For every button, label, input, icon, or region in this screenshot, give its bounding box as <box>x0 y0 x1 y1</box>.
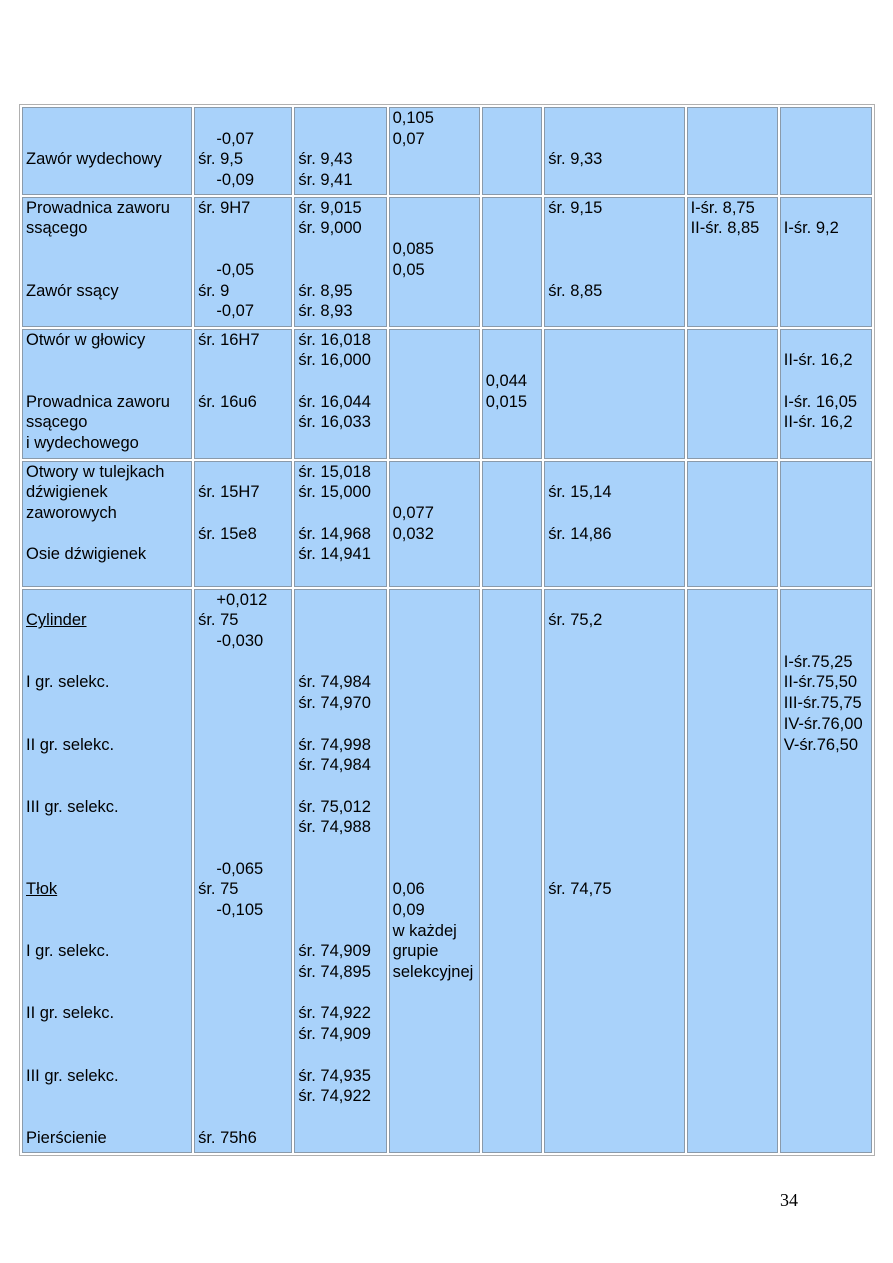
cell-line: śr. 75h6 <box>198 1128 257 1147</box>
cell-fit-clearance <box>389 461 480 587</box>
tolerance-table <box>19 104 875 1156</box>
cell-line: -0,105 <box>198 901 264 920</box>
cell-nominal-tolerance <box>194 329 292 459</box>
cell-line: śr. 74,895 <box>298 963 371 982</box>
cell-line: 0,044 <box>485 372 528 391</box>
cell-line: śr. 16,044 <box>298 392 371 411</box>
cell-repair-size-a <box>687 589 778 1153</box>
cell-line: śr. 15,000 <box>298 483 371 502</box>
cell-line: I-śr. 8,75 <box>690 198 755 217</box>
cell-line: -0,07 <box>198 302 255 321</box>
cell-dimension-limits <box>294 107 386 195</box>
cell-dimension-limits <box>294 197 386 327</box>
cell-fit-clearance <box>389 107 480 195</box>
cell-dimension-limits <box>294 461 386 587</box>
cell-line: śr. 75,012 <box>298 797 371 816</box>
cell-wear-limit <box>544 461 684 587</box>
cell-line: śr. 9,33 <box>548 150 603 169</box>
cell-line: II-śr. 8,85 <box>690 219 760 238</box>
cell-line: Tłok <box>26 880 58 899</box>
cell-line: śr. 74,984 <box>298 756 371 775</box>
cell-line: śr. 9 <box>198 281 230 300</box>
cell-line: 0,05 <box>392 260 425 279</box>
cell-line: śr. 16u6 <box>198 392 257 411</box>
cell-line: śr. 14,968 <box>298 524 371 543</box>
cell-line: śr. 15,14 <box>548 483 612 502</box>
cell-line: Osie dźwigienek <box>26 545 147 564</box>
cell-line: śr. 9H7 <box>198 198 251 217</box>
cell-line: I-śr. 16,05 <box>783 392 858 411</box>
cell-line: śr. 9,15 <box>548 198 603 217</box>
cell-repair-size-b <box>780 197 872 327</box>
cell-line: 0,032 <box>392 524 434 543</box>
page-number: 34 <box>780 1190 798 1210</box>
cell-line: śr. 75 <box>198 880 239 899</box>
cell-line: selekcyjnej <box>392 963 474 982</box>
cell-line: -0,030 <box>198 632 264 651</box>
cell-nominal-tolerance <box>194 461 292 587</box>
cell-wear-limit <box>544 329 684 459</box>
cell-line: 0,085 <box>392 240 434 259</box>
cell-line: śr. 74,970 <box>298 694 371 713</box>
cell-line: i wydechowego <box>26 434 139 453</box>
cell-repair-size-a <box>687 329 778 459</box>
cell-line: Otwory w tulejkach <box>26 462 165 481</box>
cell-line: śr. 75,2 <box>548 611 603 630</box>
cell-line: śr. 9,015 <box>298 198 362 217</box>
cell-nominal-tolerance <box>194 107 292 195</box>
cell-line: śr. 74,909 <box>298 942 371 961</box>
cell-line: śr. 75 <box>198 611 239 630</box>
cell-line: II gr. selekc. <box>26 1004 115 1023</box>
cell-line: śr. 74,922 <box>298 1087 371 1106</box>
cell-line: śr. 74,922 <box>298 1004 371 1023</box>
cell-line: śr. 74,988 <box>298 818 371 837</box>
cell-line: 0,105 <box>392 109 434 127</box>
cell-repair-size-b <box>780 107 872 195</box>
cell-line: II-śr. 16,2 <box>783 413 853 432</box>
cell-line: śr. 74,984 <box>298 673 371 692</box>
cell-line: śr. 16,033 <box>298 413 371 432</box>
cell-line: I-śr. 9,2 <box>783 219 839 238</box>
cell-line: śr. 14,941 <box>298 545 371 564</box>
cell-nominal-tolerance <box>194 197 292 327</box>
cell-line: Cylinder <box>26 611 87 630</box>
cell-line: Zawór wydechowy <box>26 150 162 169</box>
cell-line: III gr. selekc. <box>26 797 119 816</box>
cell-line: 0,06 <box>392 880 425 899</box>
cell-repair-size-a <box>687 107 778 195</box>
cell-line: 0,09 <box>392 901 425 920</box>
cell-line: I-śr.75,25 <box>783 652 853 671</box>
cell-line: Zawór ssący <box>26 281 119 300</box>
cell-line: śr. 15H7 <box>198 483 260 502</box>
cell-line: śr. 74,75 <box>548 880 612 899</box>
cell-line: +0,012 <box>198 590 268 609</box>
cell-wear-limit <box>544 197 684 327</box>
cell-line: Prowadnica zaworu <box>26 392 170 411</box>
cell-line: śr. 9,41 <box>298 171 353 190</box>
cell-fit-interference <box>482 197 542 327</box>
cell-part-name <box>22 107 192 195</box>
cell-part-name <box>22 329 192 459</box>
cell-line: 0,015 <box>485 392 528 411</box>
cell-line: -0,05 <box>198 260 255 279</box>
cell-line: Otwór w głowicy <box>26 330 146 349</box>
cell-repair-size-a <box>687 197 778 327</box>
cell-dimension-limits <box>294 589 386 1153</box>
cell-wear-limit <box>544 107 684 195</box>
cell-line: śr. 8,95 <box>298 281 353 300</box>
cell-line: ssącego <box>26 413 88 432</box>
cell-line: -0,07 <box>198 129 255 148</box>
cell-line: śr. 9,5 <box>198 150 244 169</box>
cell-fit-interference <box>482 329 542 459</box>
cell-line: Pierścienie <box>26 1128 107 1147</box>
cell-line: -0,065 <box>198 859 264 878</box>
table-row-otwor-prowadnica <box>22 329 872 459</box>
cell-fit-interference <box>482 589 542 1153</box>
table-row-cylinder-tlok <box>22 589 872 1153</box>
cell-line: II-śr. 16,2 <box>783 351 853 370</box>
cell-wear-limit <box>544 589 684 1153</box>
cell-line: śr. 74,909 <box>298 1025 371 1044</box>
cell-repair-size-a <box>687 461 778 587</box>
cell-repair-size-b <box>780 589 872 1153</box>
cell-line: śr. 15e8 <box>198 524 257 543</box>
cell-line: Prowadnica zaworu <box>26 198 170 217</box>
cell-part-name <box>22 197 192 327</box>
cell-fit-interference <box>482 461 542 587</box>
cell-repair-size-b <box>780 461 872 587</box>
table-row-prowadnica-zawor-ssacy <box>22 197 872 327</box>
cell-line: śr. 9,43 <box>298 150 353 169</box>
cell-line: II gr. selekc. <box>26 735 115 754</box>
cell-line: V-śr.76,50 <box>783 735 859 754</box>
cell-line: w każdej <box>392 921 457 940</box>
cell-line: śr. 74,998 <box>298 735 371 754</box>
cell-line: III gr. selekc. <box>26 1066 119 1085</box>
cell-line: 0,077 <box>392 503 434 522</box>
cell-fit-clearance <box>389 329 480 459</box>
cell-nominal-tolerance <box>194 589 292 1153</box>
cell-line: śr. 16,000 <box>298 351 371 370</box>
cell-fit-clearance <box>389 589 480 1153</box>
cell-part-name <box>22 589 192 1153</box>
cell-part-name <box>22 461 192 587</box>
cell-line: I gr. selekc. <box>26 673 110 692</box>
cell-dimension-limits <box>294 329 386 459</box>
cell-line: I gr. selekc. <box>26 942 110 961</box>
cell-line: śr. 15,018 <box>298 462 371 481</box>
cell-line: 0,07 <box>392 129 425 148</box>
table-row-otwory-osie <box>22 461 872 587</box>
cell-line: II-śr.75,50 <box>783 673 858 692</box>
cell-line: ssącego <box>26 219 88 238</box>
cell-repair-size-b <box>780 329 872 459</box>
cell-line: IV-śr.76,00 <box>783 714 863 733</box>
cell-line: śr. 8,93 <box>298 302 353 321</box>
cell-line: śr. 74,935 <box>298 1066 371 1085</box>
cell-line: śr. 9,000 <box>298 219 362 238</box>
cell-line: śr. 8,85 <box>548 281 603 300</box>
cell-line: śr. 14,86 <box>548 524 612 543</box>
cell-line: grupie <box>392 942 439 961</box>
cell-line: -0,09 <box>198 171 255 190</box>
cell-line: dźwigienek <box>26 483 108 502</box>
cell-line: III-śr.75,75 <box>783 694 862 713</box>
cell-line: zaworowych <box>26 503 117 522</box>
cell-fit-interference <box>482 107 542 195</box>
cell-line: śr. 16H7 <box>198 330 260 349</box>
table-row-zawor-wydechowy <box>22 107 872 195</box>
cell-fit-clearance <box>389 197 480 327</box>
cell-line: śr. 16,018 <box>298 330 371 349</box>
